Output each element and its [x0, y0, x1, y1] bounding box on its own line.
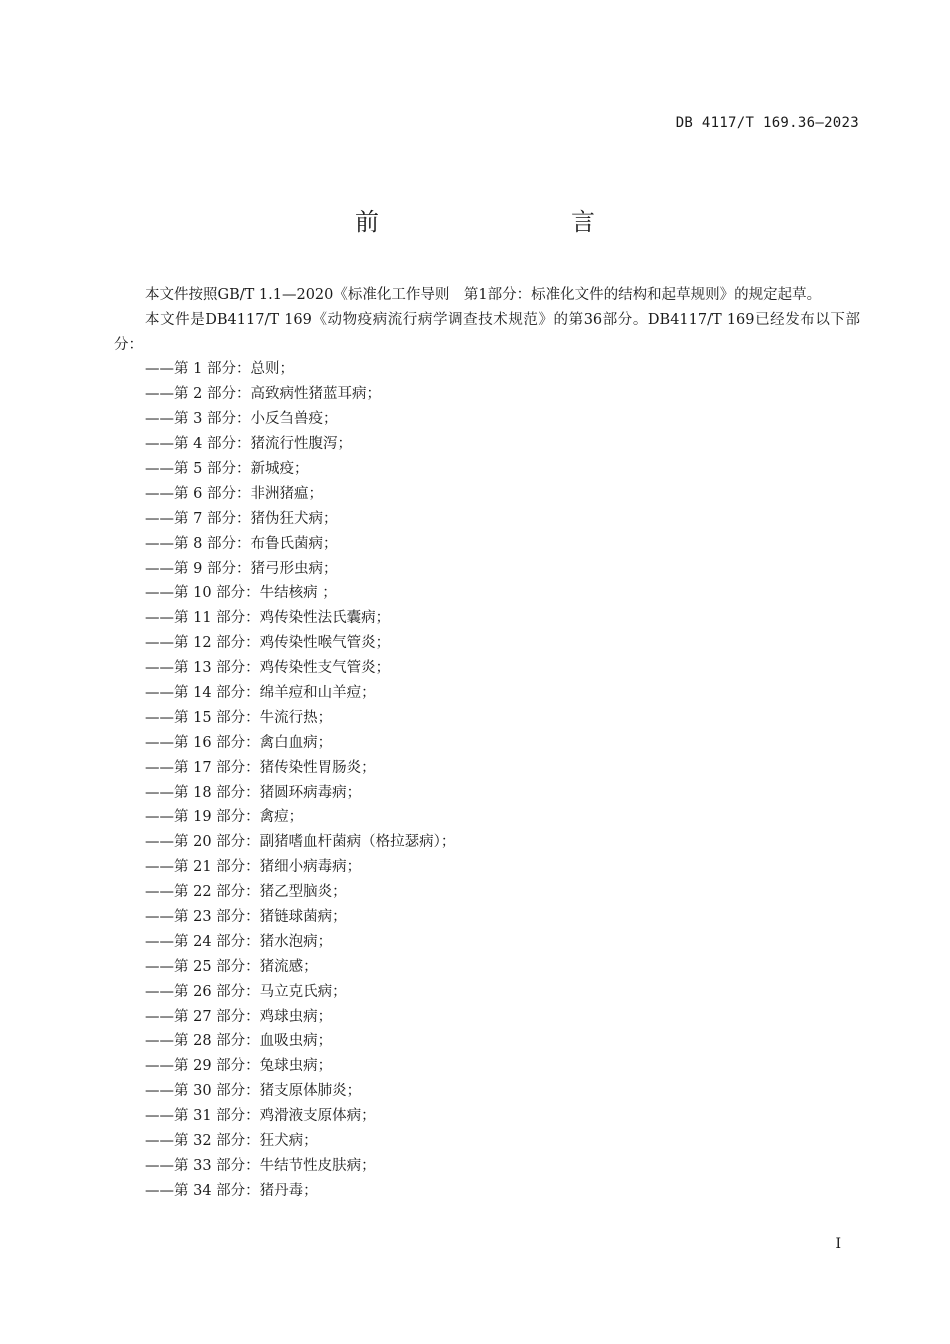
list-item: ——第 32 部分：狂犬病；: [145, 1133, 318, 1149]
list-item: ——第 11 部分：鸡传染性法氏囊病；: [145, 610, 391, 627]
list-item: ——第 25 部分：猪流感；: [145, 958, 318, 975]
published-parts-list: [114, 357, 860, 1203]
list-item: ——第 1 部分：总则；: [145, 361, 294, 378]
list-item: ——第 30 部分：猪支原体肺炎；: [145, 1083, 362, 1100]
list-item: ——第 24 部分：猪水泡病；: [145, 933, 333, 950]
list-item: ——第 6 部分：非洲猪瘟；: [145, 485, 323, 502]
list-item: ——第 23 部分：猪链球菌病；: [145, 908, 347, 925]
document-body: [114, 283, 860, 1204]
list-item: ——第 31 部分：鸡滑液支原体病；: [145, 1108, 376, 1125]
list-item: ——第 28 部分：血吸虫病；: [145, 1033, 333, 1050]
list-item: ——第 4 部分：猪流行性腹泻；: [145, 436, 352, 453]
page-number: I: [835, 1236, 841, 1252]
list-item: ——第 17 部分：猪传染性胃肠炎；: [145, 759, 376, 776]
list-item: ——第 19 部分：禽痘；: [145, 809, 304, 826]
list-item: ——第 33 部分：牛结节性皮肤病；: [145, 1157, 376, 1174]
list-item: ——第 21 部分：猪细小病毒病；: [145, 859, 362, 876]
list-item: ——第 2 部分：高致病性猪蓝耳病；: [145, 386, 381, 403]
paragraph-series-note: 本文件是DB4117/T 169《动物疫病流行病学调查技术规范》的第36部分。DB4117/T 169已经发布以下部分：: [114, 311, 860, 353]
list-item: ——第 7 部分：猪伪狂犬病；: [145, 510, 338, 527]
document-code: DB 4117/T 169.36—2023: [675, 115, 859, 131]
list-item: ——第 27 部分：鸡球虫病；: [145, 1008, 333, 1025]
list-item: ——第 14 部分：绵羊痘和山羊痘；: [145, 684, 376, 701]
list-item: ——第 5 部分：新城疫；: [145, 460, 309, 477]
list-item: ——第 18 部分：猪圆环病毒病；: [145, 784, 362, 801]
list-item: ——第 3 部分：小反刍兽疫；: [145, 411, 338, 428]
list-item: ——第 22 部分：猪乙型脑炎；: [145, 884, 347, 901]
list-item: ——第 9 部分：猪弓形虫病；: [145, 560, 338, 577]
list-item: ——第 29 部分：兔球虫病；: [145, 1058, 333, 1075]
list-item: ——第 12 部分：鸡传染性喉气管炎；: [145, 635, 391, 652]
list-item: ——第 15 部分：牛流行热；: [145, 709, 333, 726]
paragraph-structure-note: 本文件按照GB/T 1.1—2020《标准化工作导则 第1部分：标准化文件的结构和起草规则》的规定起草。: [145, 287, 822, 303]
list-item: ——第 8 部分：布鲁氏菌病；: [145, 535, 338, 552]
list-item: ——第 34 部分：猪丹毒；: [145, 1182, 318, 1199]
list-item: ——第 13 部分：鸡传染性支气管炎；: [145, 660, 391, 677]
list-item: ——第 26 部分：马立克氏病；: [145, 983, 347, 1000]
list-item: ——第 20 部分：副猪嗜血杆菌病（格拉瑟病）；: [145, 834, 456, 851]
list-item: ——第 16 部分：禽白血病；: [145, 734, 333, 751]
page-title: 前 言: [355, 208, 643, 236]
list-item: ——第 10 部分：牛结核病 ；: [145, 585, 337, 602]
